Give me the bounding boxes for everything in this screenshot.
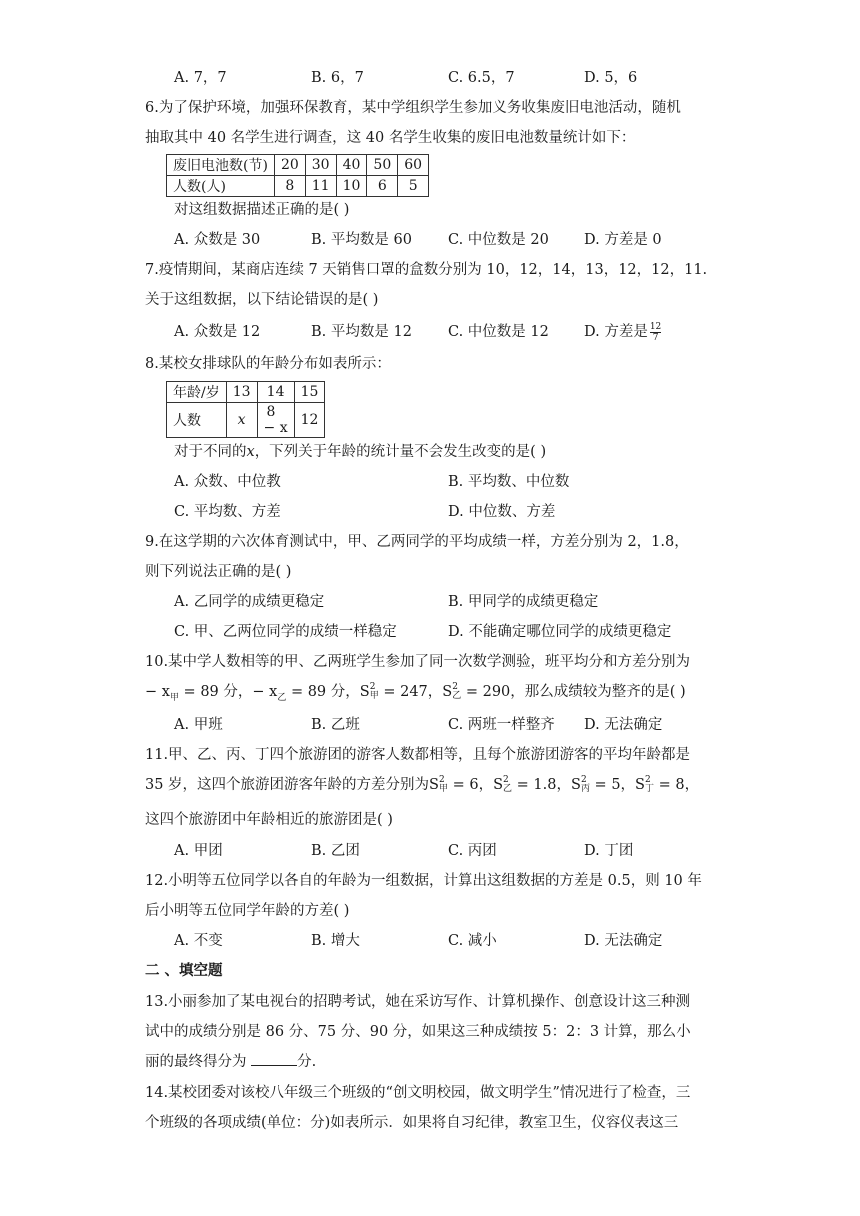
table-cell: 12	[294, 403, 325, 438]
table-cell: 20	[274, 155, 305, 176]
q13-stem-line2: 试中的成绩分别是 86 分、75 分、90 分，如果这三种成绩按 5：2：3 计算，那么小	[145, 1024, 691, 1040]
q9-stem-line1: 9.在这学期的六次体育测试中，甲、乙两同学的平均成绩一样，方差分别为 2，1.8，	[145, 534, 689, 550]
q9-option-d[interactable]: D. 不能确定哪位同学的成绩更稳定	[448, 624, 672, 640]
q14-stem-line1: 14.某校团委对该校八年级三个班级的“创文明校园，做文明学生”情况进行了检查，三	[145, 1085, 691, 1101]
q6-prompt: 对这组数据描述正确的是( )	[174, 202, 350, 218]
q5-option-b[interactable]: B. 6，7	[311, 70, 364, 86]
section-heading-fill-blank: 二 、填空题	[145, 962, 223, 979]
table-cell: 40	[336, 155, 367, 176]
q12-option-c[interactable]: C. 减小	[448, 933, 497, 949]
cell-line-bottom: − x	[263, 420, 288, 436]
math-supsub	[370, 683, 379, 701]
math-subscript: 甲	[439, 784, 449, 794]
q9-option-b[interactable]: B. 甲同学的成绩更稳定	[448, 594, 599, 610]
q11-stem-line1: 11.甲、乙、丙、丁四个旅游团的游客人数都相等，且每个旅游团游客的平均年龄都是	[145, 747, 691, 763]
math-subscript: 丁	[644, 784, 654, 794]
q6-stem-line1: 6.为了保护环境，加强环保教育，某中学组织学生参加义务收集废旧电池活动，随机	[145, 100, 681, 116]
q13-stem-line3	[145, 1050, 316, 1071]
table-cell: 人数(人)	[167, 176, 275, 197]
q12-option-d[interactable]: D. 无法确定	[584, 933, 663, 949]
math-text: = 6，S	[448, 777, 504, 793]
table-cell: 60	[398, 155, 429, 176]
q7-stem-line2: 关于这组数据，以下结论错误的是( )	[145, 292, 379, 308]
q7-option-c[interactable]: C. 中位数是 12	[448, 324, 549, 340]
table-cell: 人数	[167, 403, 227, 438]
table-cell: 10	[336, 176, 367, 197]
table-cell: 年龄/岁	[167, 382, 227, 403]
table-row	[167, 176, 429, 197]
q11-stem-line3: 这四个旅游团中年龄相近的旅游团是( )	[145, 812, 393, 828]
math-text: = 8，	[654, 777, 700, 793]
q5-option-c[interactable]: C. 6.5，7	[448, 70, 515, 86]
q12-option-a[interactable]: A. 不变	[174, 933, 223, 949]
math-superscript: 2	[369, 682, 376, 692]
table-cell: 8	[274, 176, 305, 197]
table-row	[167, 155, 429, 176]
q6-option-a[interactable]: A. 众数是 30	[174, 232, 261, 248]
q10-option-d[interactable]: D. 无法确定	[584, 717, 663, 733]
q8-prompt-variable: x	[246, 444, 255, 460]
math-text: = 89 分，− x	[178, 684, 278, 700]
table-cell: 6	[367, 176, 398, 197]
q8-option-a[interactable]: A. 众数、中位教	[174, 474, 281, 490]
q8-stem-line1: 8.某校女排球队的年龄分布如表所示：	[145, 356, 391, 372]
math-subscript: 甲	[369, 691, 379, 701]
q8-table	[166, 381, 325, 438]
math-subscript: 乙	[452, 691, 462, 701]
q8-prompt-part1: 对于不同的	[174, 444, 247, 460]
math-supsub	[503, 776, 512, 794]
table-cell: 13	[226, 382, 257, 403]
q11-option-a[interactable]: A. 甲团	[174, 843, 223, 859]
math-subscript: 甲	[169, 692, 179, 703]
math-subscript: 丙	[580, 784, 590, 794]
q11-option-c[interactable]: C. 丙团	[448, 843, 497, 859]
q9-option-c[interactable]: C. 甲、乙两位同学的成绩一样稳定	[174, 624, 397, 640]
table-cell: 废旧电池数(节)	[167, 155, 275, 176]
table-cell: 14	[257, 382, 294, 403]
q10-stem-line2	[145, 680, 686, 703]
q5-option-a[interactable]: A. 7，7	[174, 70, 227, 86]
math-superscript: 2	[439, 775, 445, 785]
math-text: = 89 分，S	[286, 684, 370, 700]
q6-table	[166, 154, 429, 197]
q10-option-a[interactable]: A. 甲班	[174, 717, 223, 733]
q8-option-b[interactable]: B. 平均数、中位数	[448, 474, 570, 490]
fraction-denominator: 7	[652, 332, 659, 343]
q6-stem-line2: 抽取其中 40 名学生进行调查，这 40 名学生收集的废旧电池数量统计如下：	[145, 130, 636, 146]
q9-stem-line2: 则下列说法正确的是( )	[145, 564, 292, 580]
table-cell	[257, 403, 294, 438]
table-cell: 5	[398, 176, 429, 197]
table-cell: x	[226, 403, 257, 438]
math-text: = 290，那么成绩较为整齐的是( )	[461, 684, 686, 700]
q11-stem-line2	[145, 773, 699, 794]
q8-prompt-part2: ，下列关于年龄的统计量不会发生改变的是( )	[254, 444, 547, 460]
math-subscript: 乙	[503, 784, 513, 794]
q8-prompt	[174, 440, 546, 461]
math-supsub	[581, 776, 590, 794]
q11-option-d[interactable]: D. 丁团	[584, 843, 634, 859]
fraction	[650, 322, 661, 343]
cell-line-top: 8	[266, 404, 276, 420]
q8-option-c[interactable]: C. 平均数、方差	[174, 504, 281, 520]
math-text: = 247，S	[378, 684, 453, 700]
math-superscript: 2	[580, 775, 587, 785]
table-row	[167, 382, 325, 403]
math-text: − x	[145, 684, 170, 700]
q11-option-b[interactable]: B. 乙团	[311, 843, 360, 859]
q8-option-d[interactable]: D. 中位数、方差	[448, 504, 556, 520]
q12-stem-line1: 12.小明等五位同学以各自的年龄为一组数据，计算出这组数据的方差是 0.5，则 10 年	[145, 873, 702, 889]
math-supsub	[439, 776, 448, 794]
q12-stem-line2: 后小明等五位同学年龄的方差( )	[145, 903, 350, 919]
q10-option-c[interactable]: C. 两班一样整齐	[448, 717, 555, 733]
q10-option-b[interactable]: B. 乙班	[311, 717, 360, 733]
table-cell: 50	[367, 155, 398, 176]
math-superscript: 2	[503, 775, 509, 785]
q10-stem-line1: 10.某中学人数相等的甲、乙两班学生参加了同一次数学测验，班平均分和方差分别为	[145, 654, 691, 670]
q13-stem-line1: 13.小丽参加了某电视台的招聘考试，她在采访写作、计算机操作、创意设计这三种测	[145, 994, 691, 1010]
table-cell: 11	[305, 176, 336, 197]
q13-text: 分.	[297, 1054, 317, 1070]
math-text: = 1.8，S	[512, 777, 581, 793]
table-row	[167, 403, 325, 438]
q7-option-d-label: D. 方差是	[584, 324, 648, 340]
q7-option-b[interactable]: B. 平均数是 12	[311, 324, 412, 340]
math-text: 35 岁，这四个旅游团游客年龄的方差分别为S	[145, 777, 439, 793]
math-superscript: 2	[644, 775, 651, 785]
table-cell: 30	[305, 155, 336, 176]
q7-option-d[interactable]	[584, 320, 661, 343]
math-subscript: 乙	[277, 692, 287, 703]
fraction-numerator: 12	[649, 321, 662, 332]
q5-option-d[interactable]: D. 5，6	[584, 70, 638, 86]
q6-option-d[interactable]: D. 方差是 0	[584, 232, 662, 248]
table-cell: 15	[294, 382, 325, 403]
math-supsub	[645, 776, 654, 794]
q7-stem-line1: 7.疫情期间，某商店连续 7 天销售口罩的盒数分别为 10，12，14，13，12，12，11.	[145, 262, 708, 278]
q7-option-a[interactable]: A. 众数是 12	[174, 324, 261, 340]
math-supsub	[452, 683, 461, 701]
math-superscript: 2	[452, 682, 458, 692]
q6-option-b[interactable]: B. 平均数是 60	[311, 232, 412, 248]
q12-option-b[interactable]: B. 增大	[311, 933, 360, 949]
q13-text: 丽的最终得分为	[145, 1054, 252, 1070]
q6-option-c[interactable]: C. 中位数是 20	[448, 232, 549, 248]
q14-stem-line2: 个班级的各项成绩(单位：分)如表所示．如果将自习纪律，教室卫生，仪容仪表这三	[145, 1115, 679, 1131]
math-text: = 5，S	[589, 777, 645, 793]
answer-blank[interactable]	[251, 1053, 297, 1066]
q9-option-a[interactable]: A. 乙同学的成绩更稳定	[174, 594, 325, 610]
